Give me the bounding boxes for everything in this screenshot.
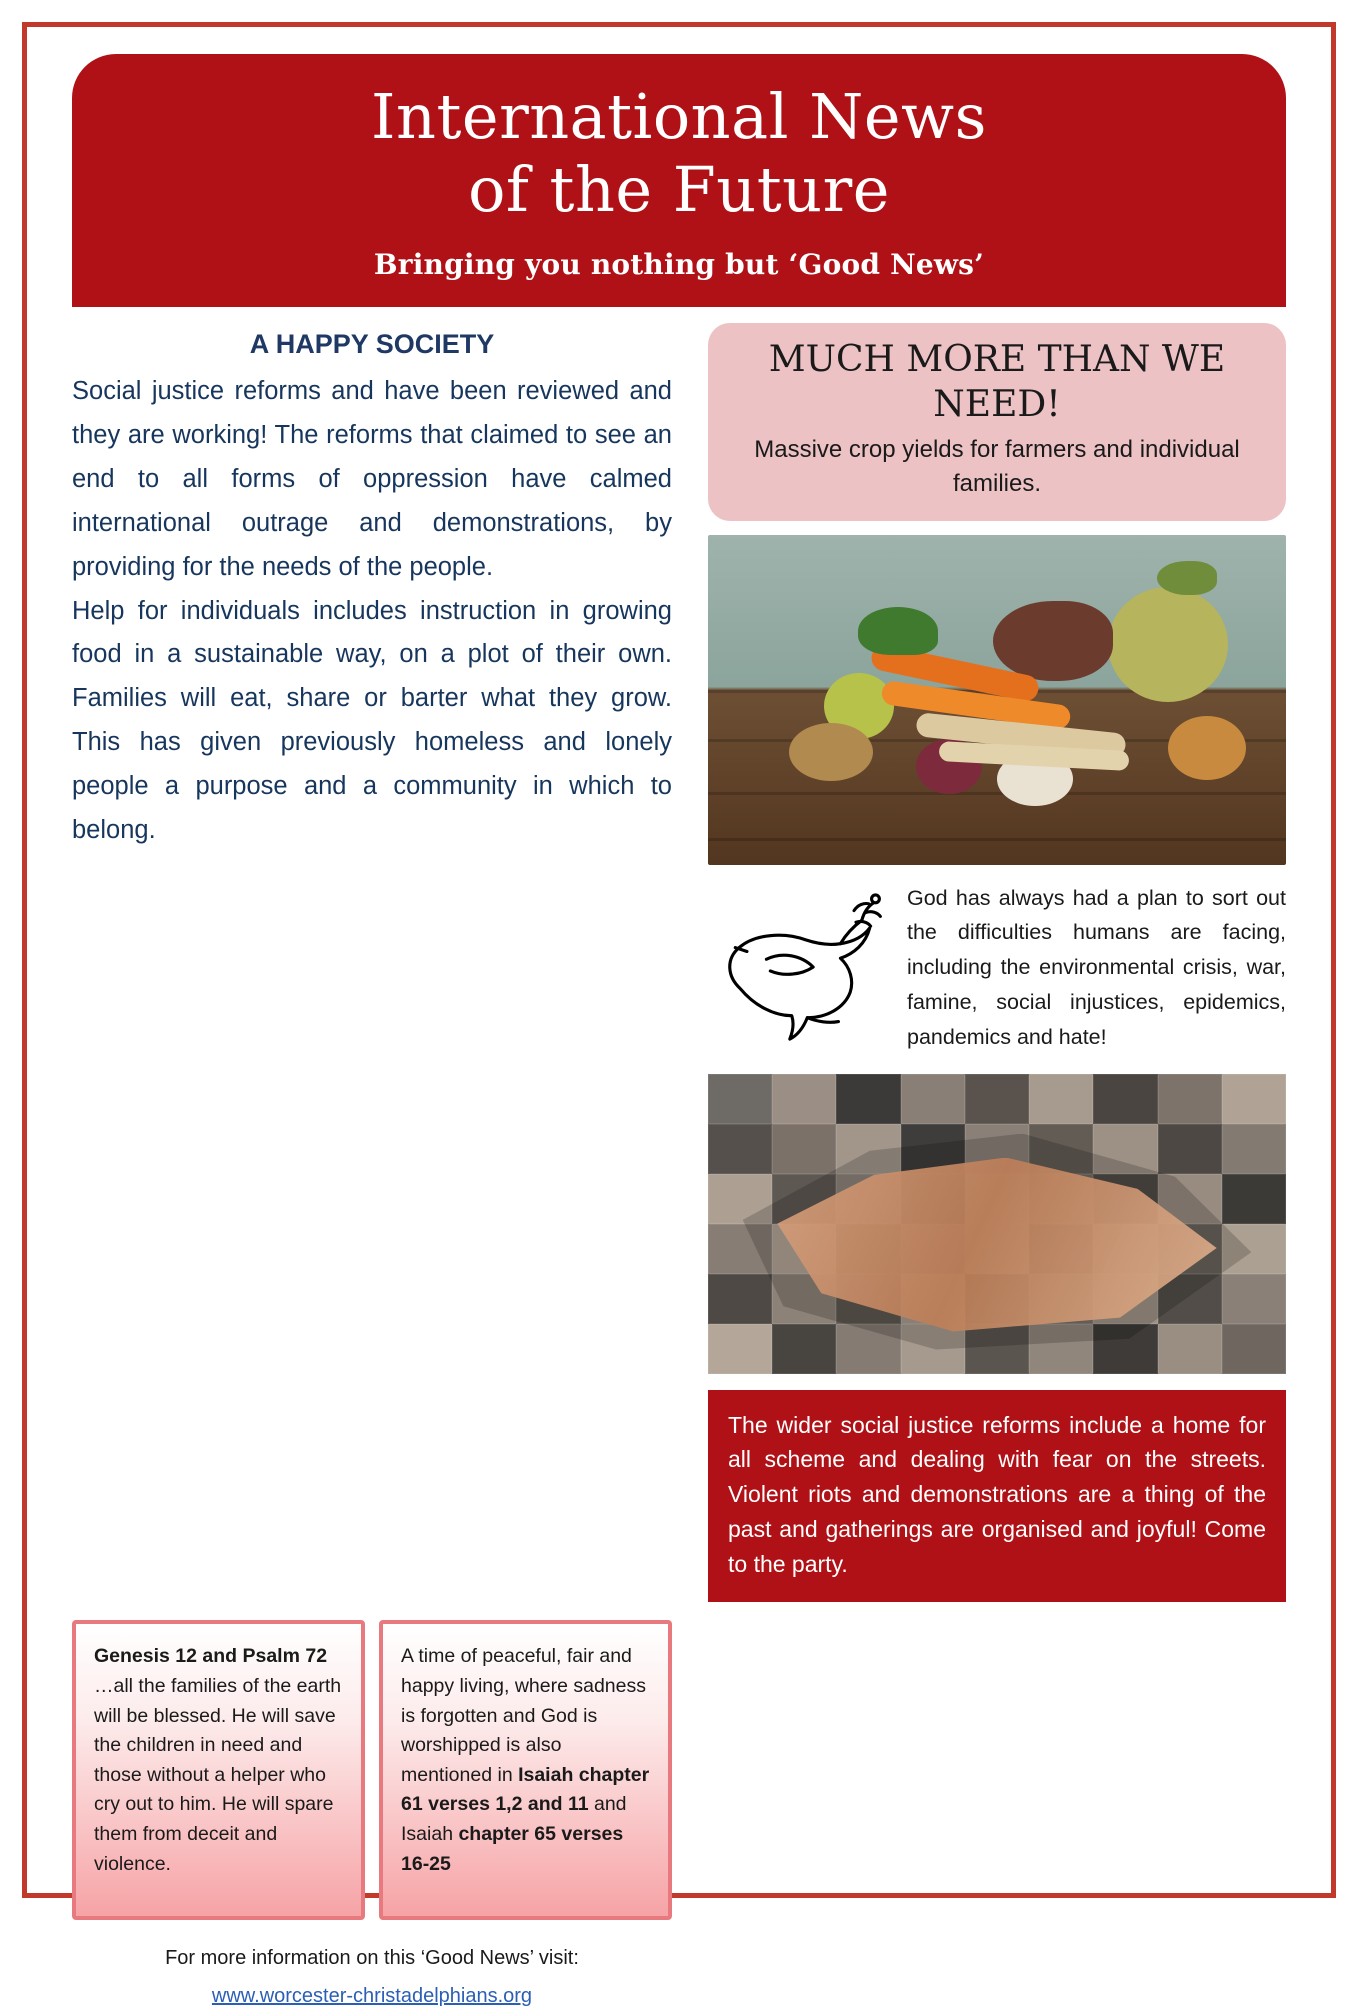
masthead-title-line-1: International News <box>371 80 987 153</box>
page-content <box>34 22 1324 2008</box>
callout-text: Massive crop yields for farmers and individual families. <box>754 436 1240 497</box>
article-headline: A HAPPY SOCIETY <box>249 329 495 360</box>
masthead <box>72 54 1286 307</box>
right-column <box>708 323 1286 1602</box>
masthead-title-line-2: of the Future <box>468 153 890 227</box>
website-link[interactable]: www.worcester-christadelphians.org <box>211 1985 533 2008</box>
page-title <box>92 80 1266 226</box>
social-justice-red-box: The wider social justice reforms include a home for all scheme and dealing with fear on the streets. Violent riots and demonstrations are a thing of the past and gatherings are organised and joyful! Come to the party. <box>708 1390 1286 1603</box>
article-body <box>72 370 672 852</box>
callout-title: MUCH MORE THAN WE NEED! <box>768 339 1226 426</box>
scripture-boxes <box>72 1620 672 1920</box>
left-column <box>72 323 672 1602</box>
isaiah-text-part-1: A time of peaceful, fair and happy living, where sadness is forgotten and God is worshipped is also mentioned in <box>401 1645 646 1786</box>
dove-with-olive-branch-icon <box>708 881 893 1056</box>
article-paragraph-2: Help for individuals includes instruction in growing food in a sustainable way, on a plot of their own. Families will eat, share or barter what they grow. This has given previously homeless and lonely people a purpose and a community in which to belong. <box>72 596 672 844</box>
footer-note-text: For more information on this ‘Good News’ visit: <box>165 1947 579 1970</box>
dove-section-text: God has always had a plan to sort out the difficulties humans are facing, including the environmental crisis, war, famine, social injustices, epidemics, pandemics and hate! <box>907 885 1286 1049</box>
scripture-box-heading: Genesis 12 and Psalm 72 <box>94 1645 328 1668</box>
isaiah-reference-1: Isaiah chapter 61 verses 1,2 and 11 <box>401 1763 650 1816</box>
scripture-box-isaiah <box>379 1620 672 1920</box>
main-columns <box>72 323 1286 1602</box>
handshake-over-faces-mosaic-photo <box>708 1074 1286 1374</box>
isaiah-reference-2: chapter 65 verses 16-25 <box>401 1823 624 1875</box>
scripture-box-genesis-psalm <box>72 1620 365 1920</box>
scripture-box-text: …all the families of the earth will be blessed. He will save the children in need and those without a helper who cry out to him. He will spare them from deceit and violence. <box>94 1674 342 1875</box>
dove-section <box>708 881 1286 1056</box>
vegetables-photo <box>708 535 1286 865</box>
footer-note <box>72 1942 672 2012</box>
article-paragraph-1: Social justice reforms and have been reviewed and they are working! The reforms that claimed to see an end to all forms of oppression have calmed international outrage and demonstrations, by providing for the needs of the people. <box>72 377 672 581</box>
crop-yield-callout <box>708 323 1286 520</box>
masthead-subtitle: Bringing you nothing but ‘Good News’ <box>373 248 985 282</box>
left-column-bottom <box>72 1620 672 2012</box>
isaiah-text-part-2: and Isaiah <box>401 1793 627 1846</box>
